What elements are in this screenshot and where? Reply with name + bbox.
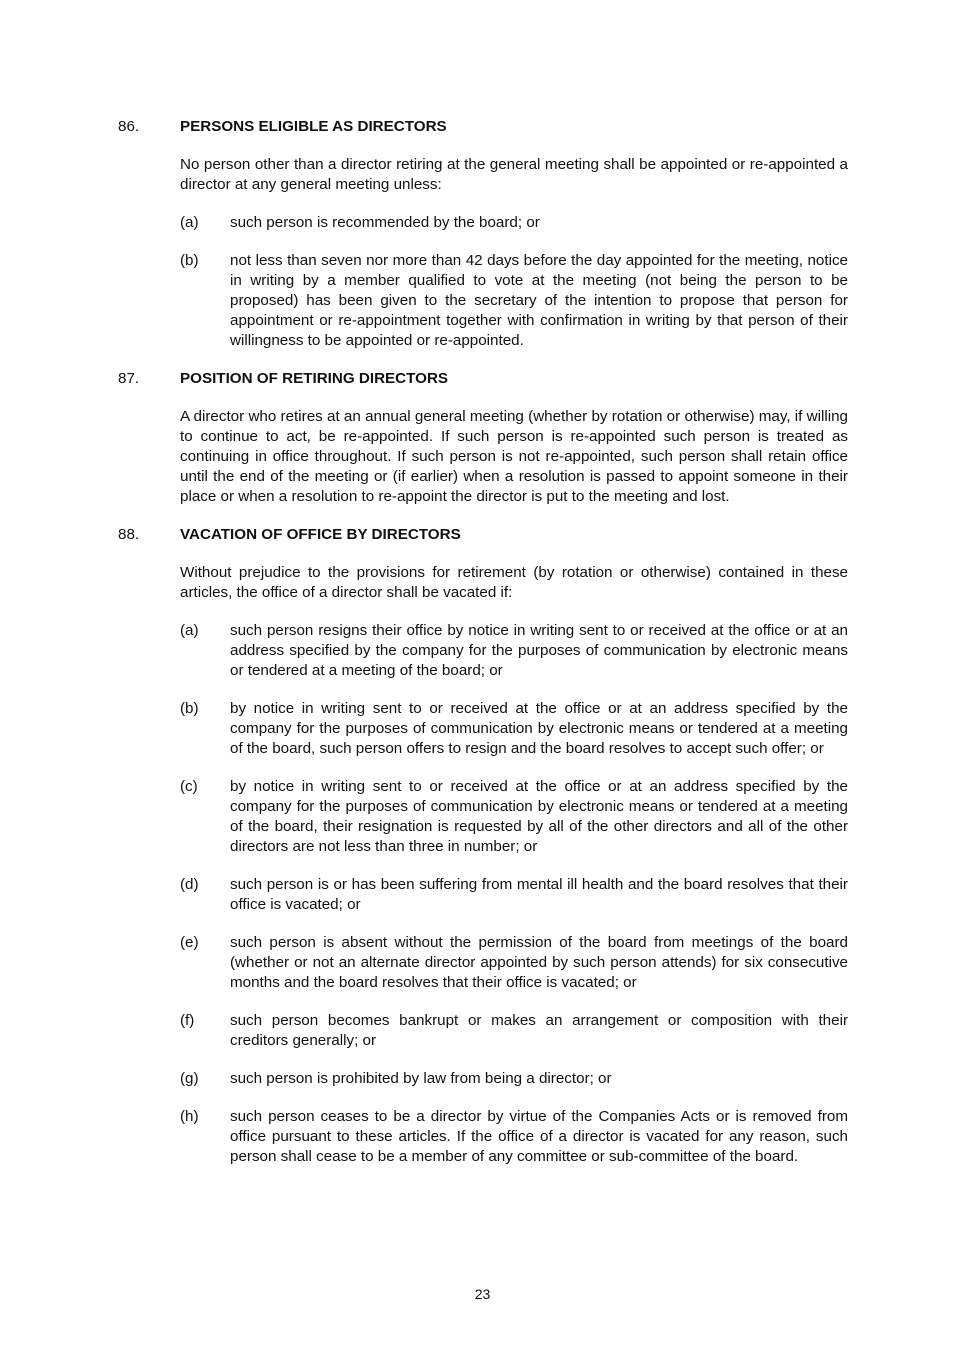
item-text: by notice in writing sent to or received at the office or at an address specified by the company for the purposes of communication by electronic means or tendered at a meeting of the board, such person offers to resign and the board resolves to accept such offer; or: [230, 700, 848, 757]
section-title: PERSONS ELIGIBLE AS DIRECTORS: [180, 118, 447, 135]
item-text: such person resigns their office by notice in writing sent to or received at the office or at an address specified by the company for the purposes of communication by electronic means or tendered at a meeting of the board; or: [230, 622, 848, 679]
section-intro: Without prejudice to the provisions for retirement (by rotation or otherwise) contained in these articles, the office of a director shall be vacated if:: [180, 564, 848, 601]
item-label: (c): [180, 778, 198, 795]
item-label: (e): [180, 934, 199, 951]
item-text: such person is absent without the permission of the board from meetings of the board (whether or not an alternate director appointed by such person attends) for six consecutive months and the board resolves that their office is vacated; or: [230, 934, 848, 991]
section-number: 86.: [118, 118, 140, 135]
list-item: [180, 251, 848, 351]
section-number: 88.: [118, 526, 140, 543]
list-item: [180, 777, 848, 857]
item-label: (a): [180, 622, 199, 639]
item-text: such person is recommended by the board; or: [230, 214, 540, 231]
item-label: (b): [180, 252, 199, 269]
item-text: such person is or has been suffering from mental ill health and the board resolves that their office is vacated; or: [230, 876, 848, 913]
list-item: [180, 875, 848, 915]
section-88: [0, 525, 965, 1167]
page-number: 23: [474, 1286, 491, 1302]
list-item: [180, 699, 848, 759]
item-label: (g): [180, 1070, 199, 1087]
section-intro: No person other than a director retiring at the general meeting shall be appointed or re-appointed a director at any general meeting unless:: [180, 156, 848, 193]
section-heading: [0, 117, 965, 137]
section-heading: [0, 525, 965, 545]
section-number: 87.: [118, 370, 140, 387]
section-intro: A director who retires at an annual general meeting (whether by rotation or otherwise) may, if willing to continue to act, be re-appointed. If such person is re-appointed such person is treated as continuing in office throughout. If such person is not re-appointed, such person shall retain office until the end of the meeting or (if earlier) when a resolution is passed to appoint someone in their place or when a resolution to re-appoint the director is put to the meeting and lost.: [180, 408, 848, 505]
section-87: [0, 369, 965, 507]
list-item: [180, 1107, 848, 1167]
item-text: such person becomes bankrupt or makes an arrangement or composition with their creditors generally; or: [230, 1012, 848, 1049]
list-item: [180, 933, 848, 993]
section-heading: [0, 369, 965, 389]
list-item: [180, 213, 848, 233]
item-label: (d): [180, 876, 199, 893]
list-item: [180, 621, 848, 681]
item-text: not less than seven nor more than 42 days before the day appointed for the meeting, notice in writing by a member qualified to vote at the meeting (not being the person to be proposed) has been given to the secretary of the intention to propose that person for appointment or re-appointment together with confirmation in writing by that person of their willingness to be appointed or re-appointed.: [230, 252, 848, 349]
list-item: [180, 1011, 848, 1051]
item-label: (h): [180, 1108, 199, 1125]
item-text: such person ceases to be a director by virtue of the Companies Acts or is removed from office pursuant to these articles. If the office of a director is vacated for any reason, such person shall cease to be a member of any committee or sub-committee of the board.: [230, 1108, 848, 1165]
item-text: such person is prohibited by law from being a director; or: [230, 1070, 612, 1087]
item-text: by notice in writing sent to or received at the office or at an address specified by the company for the purposes of communication by electronic means or tendered at a meeting of the board, their resignation is requested by all of the other directors and all of the other directors are not less than three in number; or: [230, 778, 848, 855]
item-label: (b): [180, 700, 199, 717]
section-title: VACATION OF OFFICE BY DIRECTORS: [180, 526, 461, 543]
list-item: [180, 1069, 848, 1089]
section-title: POSITION OF RETIRING DIRECTORS: [180, 370, 449, 387]
item-label: (a): [180, 214, 199, 231]
section-86: [0, 117, 965, 351]
item-label: (f): [180, 1012, 195, 1029]
